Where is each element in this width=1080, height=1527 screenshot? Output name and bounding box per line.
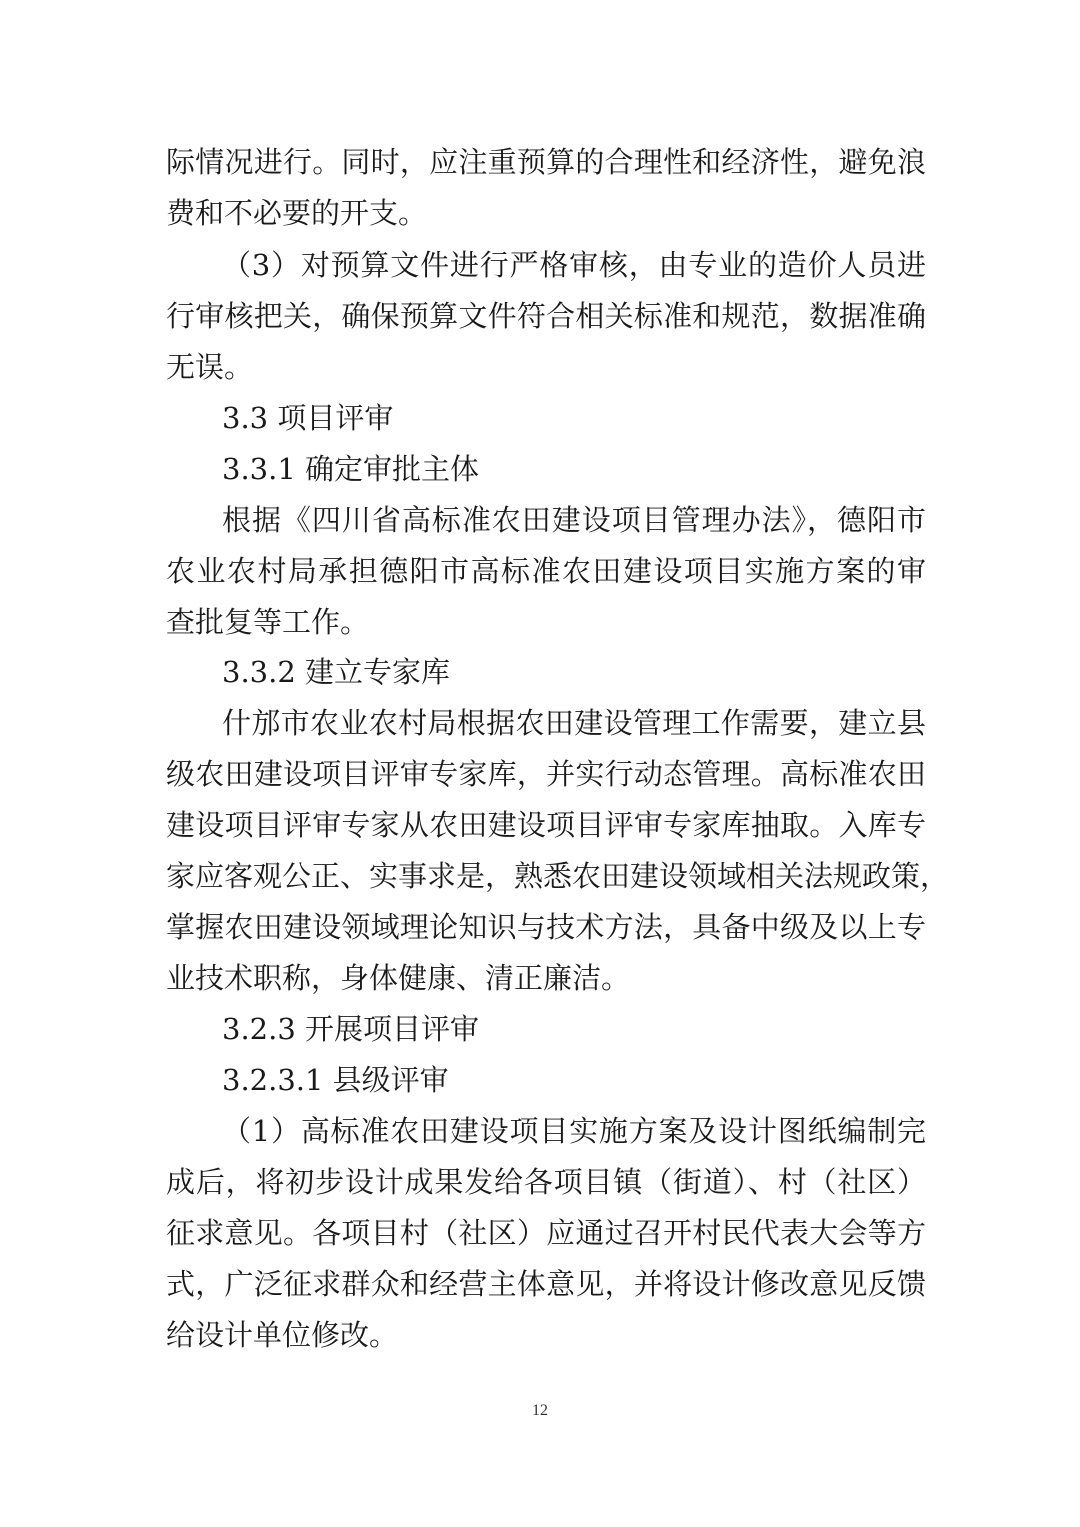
subsection-heading: 3.3.1 确定审批主体: [222, 452, 480, 486]
paragraph-line: 给设计单位修改。: [166, 1318, 399, 1352]
paragraph-line: 无误。: [166, 350, 254, 384]
section-heading: 3.3 项目评审: [222, 401, 394, 435]
subsection-heading: 3.2.3 开展项目评审: [222, 1012, 480, 1046]
paragraph-line: 成后，将初步设计成果发给各项目镇（街道）、村（社区）: [166, 1165, 926, 1199]
paragraph-line: （1）高标准农田建设项目实施方案及设计图纸编制完: [222, 1114, 926, 1148]
subsubsection-heading: 3.2.3.1 县级评审: [222, 1063, 449, 1097]
paragraph-line: 农业农村局承担德阳市高标准农田建设项目实施方案的审: [166, 554, 926, 588]
paragraph-line: （3）对预算文件进行严格审核，由专业的造价人员进: [222, 248, 926, 282]
paragraph-line: 费和不必要的开支。: [166, 196, 428, 230]
paragraph-line: 式，广泛征求群众和经营主体意见，并将设计修改意见反馈: [166, 1267, 926, 1301]
paragraph-line: 行审核把关，确保预算文件符合相关标准和规范，数据准确: [166, 299, 926, 333]
paragraph-line: 掌握农田建设领域理论知识与技术方法，具备中级及以上专: [166, 910, 926, 944]
paragraph-line: 家应客观公正、实事求是，熟悉农田建设领域相关法规政策，: [166, 859, 950, 893]
paragraph-line: 际情况进行。同时，应注重预算的合理性和经济性，避免浪: [166, 145, 926, 179]
paragraph-line: 业技术职称，身体健康、清正廉洁。: [166, 961, 631, 995]
subsection-heading: 3.3.2 建立专家库: [222, 655, 451, 689]
page-number: 12: [532, 1402, 548, 1419]
paragraph-line: 征求意见。各项目村（社区）应通过召开村民代表大会等方: [166, 1216, 926, 1250]
paragraph-line: 级农田建设项目评审专家库，并实行动态管理。高标准农田: [166, 757, 926, 791]
paragraph-line: 查批复等工作。: [166, 605, 370, 639]
paragraph-line: 建设项目评审专家从农田建设项目评审专家库抽取。入库专: [166, 808, 926, 842]
paragraph-line: 根据《四川省高标准农田建设项目管理办法》，德阳市: [222, 503, 926, 537]
paragraph-line: 什邡市农业农村局根据农田建设管理工作需要，建立县: [222, 706, 926, 740]
